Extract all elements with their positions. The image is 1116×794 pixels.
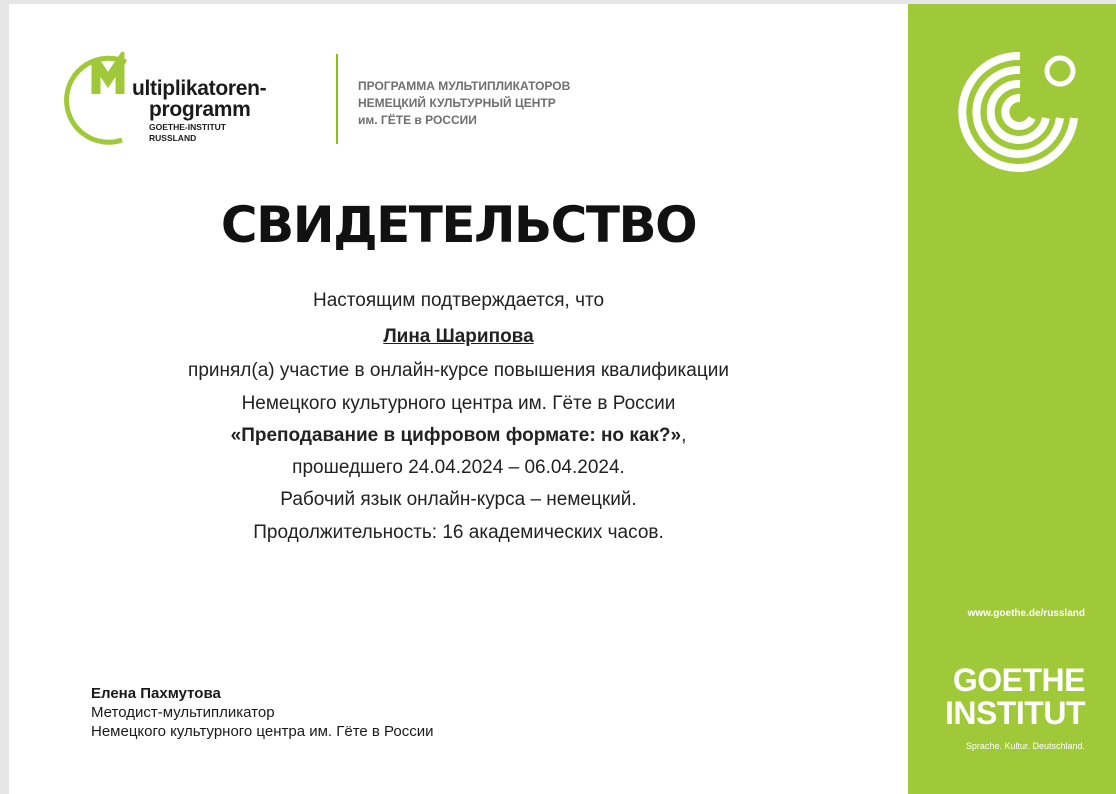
dates-line: прошедшего 24.04.2024 – 06.04.2024. (292, 457, 625, 478)
course-line (0, 425, 917, 447)
course-title: «Преподавание в цифровом формате: но как?» (230, 425, 682, 446)
recipient-name: Лина Шарипова (383, 326, 534, 347)
program-ru-text (358, 78, 570, 129)
brand-tagline: Sprache. Kultur. Deutschland. (965, 741, 1085, 751)
logo-sub-line1: GOETHE-INSTITUT (149, 122, 226, 132)
goethe-circle-logo-icon (954, 45, 1088, 179)
logo-divider (336, 54, 338, 144)
duration-line: Продолжительность: 16 академических часов. (253, 522, 664, 543)
language-line: Рабочий язык онлайн-курса – немецкий. (280, 489, 637, 510)
center-line: Немецкого культурного центра им. Гёте в России (241, 393, 676, 414)
logo-text-line1: ultiplikatoren- (132, 77, 267, 100)
website-url: www.goethe.de/russland (967, 608, 1085, 619)
course-title-suffix: , (681, 425, 687, 446)
multiplikatoren-logo (52, 52, 332, 147)
program-ru-line: ПРОГРАММА МУЛЬТИПЛИКАТОРОВ (358, 79, 571, 93)
brand-name-line2: INSTITUT (945, 695, 1085, 731)
signatory-role: Методист-мультипликатор (91, 704, 275, 721)
logo-text-line2: programm (149, 98, 251, 121)
recipient-line (0, 326, 917, 348)
signatory-org: Немецкого культурного центра им. Гёте в России (91, 723, 434, 740)
program-ru-line: им. ГЁТЕ в РОССИИ (358, 113, 477, 127)
logo-sub-line2: RUSSLAND (149, 133, 197, 143)
program-ru-line: НЕМЕЦКИЙ КУЛЬТУРНЫЙ ЦЕНТР (358, 96, 556, 110)
brand-name-line1: GOETHE (952, 662, 1085, 698)
confirm-line: Настоящим подтверждается, что (312, 290, 605, 311)
signatory-name: Елена Пахмутова (91, 685, 221, 702)
participation-line: принял(а) участие в онлайн-курсе повышения квалификации (188, 360, 729, 381)
certificate-title: СВИДЕТЕЛЬСТВО (220, 196, 697, 254)
